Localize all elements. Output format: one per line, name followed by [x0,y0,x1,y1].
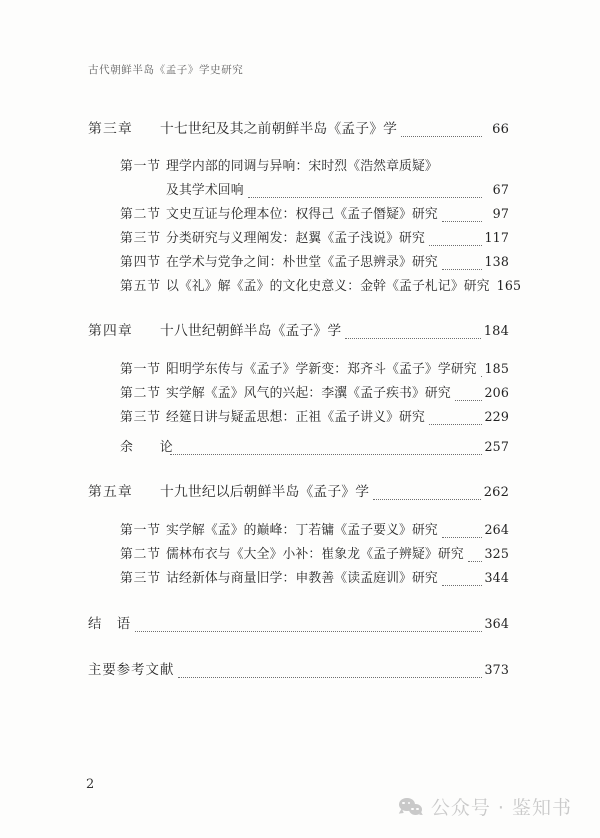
toc-leader-dots [248,197,482,198]
wechat-icon [399,797,423,817]
toc-entry-title: 以《礼》解《孟》的文化史意义：金幹《孟子札记》研究 [166,279,490,294]
toc-entry-label: 第三节 [120,231,161,246]
toc-entry-page: 325 [484,546,509,561]
toc-entry-page: 206 [484,385,509,400]
page-number: 2 [86,777,95,792]
toc-entry[interactable] [120,357,509,381]
toc-entry-page: 185 [484,361,509,376]
toc-entry-title: 文史互证与伦理本位：权得己《孟子僭疑》研究 [166,207,438,222]
toc-entry-label: 第一节 [120,523,161,538]
toc-entry-page: 264 [484,522,509,537]
toc-entry-title: 实学解《孟》的巅峰：丁若镛《孟子要义》研究 [166,523,438,538]
toc-entry[interactable] [88,481,509,504]
toc-entry-label: 第二节 [120,386,161,401]
toc-leader-dots [442,221,482,222]
watermark [399,793,572,820]
toc-entry-title: 诂经新体与商量旧学：申教善《读孟庭训》研究 [166,571,438,586]
toc-entry[interactable] [120,405,509,429]
table-of-contents [0,118,600,682]
toc-entry-page: 138 [484,254,509,269]
toc-entry[interactable] [88,320,509,343]
spacer [0,590,600,612]
toc-leader-dots [481,376,482,377]
toc-entry[interactable] [120,274,522,298]
toc-entry-title: 经筵日讲与疑孟思想：正祖《孟子讲义》研究 [166,410,425,425]
toc-entry-title: 十七世纪及其之前朝鲜半岛《孟子》学 [160,121,398,137]
toc-leader-dots [442,269,482,270]
spacer [0,298,600,320]
toc-entry-title: 及其学术回响 [166,183,244,198]
toc-entry-title: 儒林布衣与《大全》小补：崔象龙《孟子辨疑》研究 [166,547,464,562]
toc-leader-dots [442,585,482,586]
toc-entry-label: 第四节 [120,255,161,270]
toc-entry-title: 分类研究与义理阐发：赵翼《孟子浅说》研究 [166,231,425,246]
toc-entry[interactable] [120,226,509,250]
toc-entry[interactable] [88,118,509,141]
toc-entry[interactable] [120,566,509,590]
toc-leader-dots [468,561,482,562]
toc-entry-label: 第三节 [120,571,161,586]
toc-entry[interactable] [120,518,509,542]
toc-entry-page: 373 [484,662,509,677]
toc-entry-page: 117 [484,230,509,245]
toc-entry[interactable] [88,658,509,682]
toc-entry-page: 184 [483,324,509,339]
spacer [0,141,600,155]
toc-entry-title: 在学术与党争之间：朴世堂《孟子思辨录》研究 [166,255,438,270]
toc-leader-dots [401,136,482,137]
toc-entry[interactable] [120,155,509,178]
toc-entry-label: 余 论 [120,440,180,455]
toc-entry[interactable] [120,542,509,566]
toc-entry-title: 十九世纪以后朝鲜半岛《孟子》学 [160,484,370,500]
toc-leader-dots [135,631,481,632]
toc-entry-title: 理学内部的同调与异响：宋时烈《浩然章质疑》 [166,159,438,174]
toc-entry-page: 364 [484,616,509,631]
toc-leader-dots [442,173,482,174]
toc-entry[interactable] [120,435,509,459]
toc-entry[interactable] [120,178,509,202]
toc-entry-label: 第四章 [88,323,133,339]
toc-entry-title: 阳明学东传与《孟子》学新变：郑齐斗《孟子》学研究 [166,362,477,377]
toc-entry-label: 第二节 [120,207,161,222]
toc-entry-title: 结 语 [88,617,132,632]
running-header: 古代朝鲜半岛《孟子》学史研究 [88,64,244,76]
toc-entry[interactable] [88,612,509,636]
toc-leader-dots [345,338,480,339]
toc-leader-dots [455,400,482,401]
toc-leader-dots [170,454,482,455]
toc-entry[interactable] [120,381,509,405]
toc-entry-page: 257 [484,439,509,454]
watermark-label: 公众号 · 鉴知书 [430,797,572,819]
toc-entry-page: 97 [492,206,509,221]
toc-entry-page: 229 [484,409,509,424]
toc-entry[interactable] [120,202,509,226]
toc-entry-label: 第一节 [120,159,161,174]
spacer [0,459,600,481]
toc-entry-label: 第三章 [88,121,133,137]
spacer [0,504,600,518]
toc-leader-dots [429,245,482,246]
toc-entry-title: 实学解《孟》风气的兴起：李瀷《孟子疾书》研究 [166,386,451,401]
toc-leader-dots [373,499,481,500]
toc-entry[interactable] [120,250,509,274]
toc-entry-page: 67 [492,182,509,197]
toc-entry-label: 第三节 [120,410,161,425]
toc-leader-dots [442,537,482,538]
toc-leader-dots [178,677,481,678]
toc-entry-page: 344 [484,570,509,585]
toc-leader-dots [429,424,482,425]
spacer [0,636,600,658]
toc-entry-label: 第一节 [120,362,161,377]
toc-entry-label: 第二节 [120,547,161,562]
toc-entry-page: 165 [496,278,522,293]
toc-entry-page: 262 [483,485,509,500]
toc-entry-page: 66 [492,122,509,137]
toc-entry-title: 十八世纪朝鲜半岛《孟子》学 [160,323,342,339]
toc-entry-title: 主要参考文献 [88,663,175,678]
spacer [0,343,600,357]
toc-entry-label: 第五节 [120,279,161,294]
toc-entry-label: 第五章 [88,484,133,500]
